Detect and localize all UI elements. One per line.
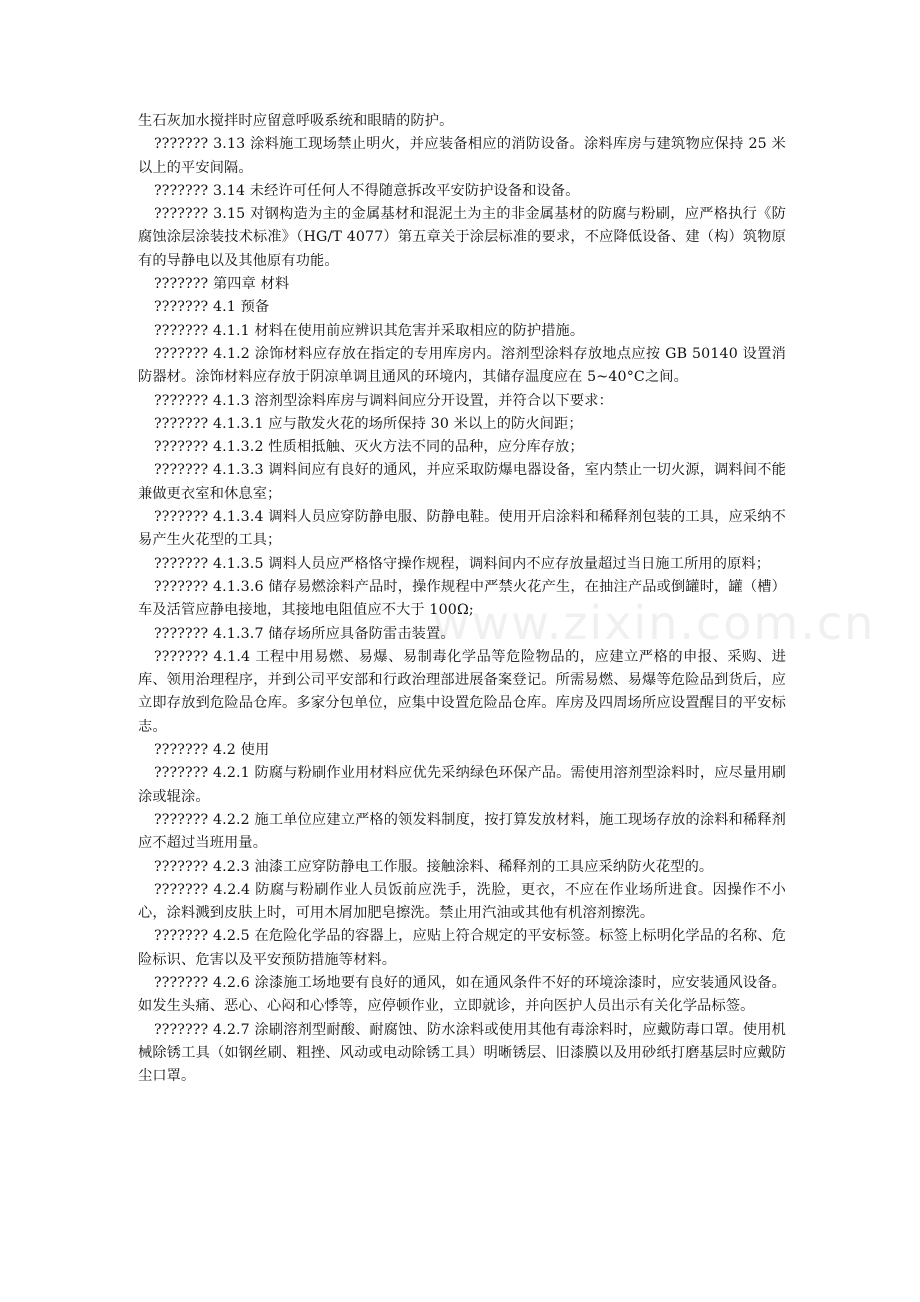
paragraph-3-15: ??????? 3.15 对钢构造为主的金属基材和混泥土为主的非金属基材的防腐与粉刷，应严格执行《防腐蚀涂层涂装技术标准》（HG/T 4077）第五章关于涂层标准的要求，不应降低设备、建（构）筑物原有的导静电以及其他原有功能。 — [138, 206, 786, 269]
paragraph-4-1-3-7: ??????? 4.1.3.7 储存场所应具备防雷击装置。 — [154, 625, 455, 642]
paragraph-4-1-3: ??????? 4.1.3 溶剂型涂料库房与调料间应分开设置，并符合以下要求： — [154, 392, 613, 409]
paragraph-4-1-3-2: ??????? 4.1.3.2 性质相抵触、灭火方法不同的品种，应分库存放； — [154, 439, 584, 456]
paragraph-4-2-6: ??????? 4.2.6 涂漆施工场地要有良好的通风，如在通风条件不好的环境涂漆时，应安装通风设备。如发生头痛、恶心、心闷和心悸等，应停顿作业，立即就诊，并向医护人员出示有关化学品标签。 — [138, 974, 786, 1015]
paragraph-4-1-3-5: ??????? 4.1.3.5 调料人员应严格恪守操作规程，调料间内不应存放量超过当日施工所用的原料； — [154, 555, 771, 572]
paragraph-3-14: ??????? 3.14 未经许可任何人不得随意拆改平安防护设备和设备。 — [154, 182, 580, 199]
paragraph-4-2-1: ??????? 4.2.1 防腐与粉刷作业用材料应优先采纳绿色环保产品。需使用溶剂型涂料时，应尽量用刷涂或辊涂。 — [138, 765, 786, 805]
paragraph-4-1-3-1: ??????? 4.1.3.1 应与散发火花的场所保持 30 米以上的防火间距； — [154, 415, 583, 432]
paragraph-4-2-7: ??????? 4.2.7 涂刷溶剂型耐酸、耐腐蚀、防水涂料或使用其他有毒涂料时，应戴防毒口罩。使用机械除锈工具（如钢丝刷、粗挫、风动或电动除锈工具）明晰锈层、旧漆膜以及用砂纸打磨基层时应戴防尘口罩。 — [138, 1021, 786, 1085]
watermark: www.zixin.com.cn — [432, 596, 876, 650]
paragraph-4-1-2: ??????? 4.1.2 涂饰材料应存放在指定的专用库房内。溶剂型涂料存放地点应按 GB 50140 设置消防器材。涂饰材料应存放于阴凉单调且通风的环境内，其储存温度应在 5~40°C之间。 — [138, 345, 786, 386]
paragraph-4-1-1: ??????? 4.1.1 材料在使用前应辨识其危害并采取相应的防护措施。 — [154, 322, 585, 339]
paragraph-4-1-3-3: ??????? 4.1.3.3 调料间应有良好的通风，并应采取防爆电器设备，室内禁止一切火源，调料间不能兼做更衣室和休息室； — [138, 462, 786, 502]
paragraph-4-2-4: ??????? 4.2.4 防腐与粉刷作业人员饭前应洗手，洗脸，更衣，不应在作业场所进食。因操作不小心，涂料溅到皮肤上时，可用木屑加肥皂擦洗。禁止用汽油或其他有机溶剂擦洗。 — [138, 881, 786, 922]
paragraph-4-1-3-6: ??????? 4.1.3.6 储存易燃涂料产品时，操作规程中严禁火花产生，在抽注产品或倒罐时，罐（槽）车及活管应静电接地，其接地电阻值应不大于 100Ω; — [138, 578, 786, 619]
paragraph-4-2-5: ??????? 4.2.5 在危险化学品的容器上，应贴上符合规定的平安标签。标签上标明化学品的名称、危险标识、危害以及平安预防措施等材料。 — [138, 928, 786, 968]
section-heading-4-1: ??????? 4.1 预备 — [154, 299, 270, 316]
paragraph-continuation: 生石灰加水搅拌时应留意呼吸系统和眼睛的防护。 — [138, 113, 454, 129]
chapter-heading: ??????? 第四章 材料 — [154, 276, 290, 293]
paragraph-4-2-3: ??????? 4.2.3 油漆工应穿防静电工作服。接触涂料、稀释剂的工具应采纳防火花型的。 — [154, 858, 714, 875]
section-heading-4-2: ??????? 4.2 使用 — [154, 742, 270, 759]
paragraph-3-13: ??????? 3.13 涂料施工现场禁止明火，并应装备相应的消防设备。涂料库房与建筑物应保持 25 米以上的平安间隔。 — [138, 136, 786, 176]
document-body — [138, 110, 786, 1088]
paragraph-4-1-4: ??????? 4.1.4 工程中用易燃、易爆、易制毒化学品等危险物品的，应建立严格的申报、采购、进库、领用治理程序，并到公司平安部和行政治理部进展备案登记。所需易燃、易爆等危险品到货后，应立即存放到危险品仓库。多家分包单位，应集中设置危险品仓库。库房及四周场所应设置醒目的平安标志。 — [138, 648, 786, 735]
paragraph-4-1-3-4: ??????? 4.1.3.4 调料人员应穿防静电服、防静电鞋。使用开启涂料和稀释剂包装的工具，应采纳不易产生火花型的工具； — [138, 509, 786, 549]
paragraph-4-2-2: ??????? 4.2.2 施工单位应建立严格的领发料制度，按打算发放材料，施工现场存放的涂料和稀释剂应不超过当班用量。 — [138, 811, 786, 852]
